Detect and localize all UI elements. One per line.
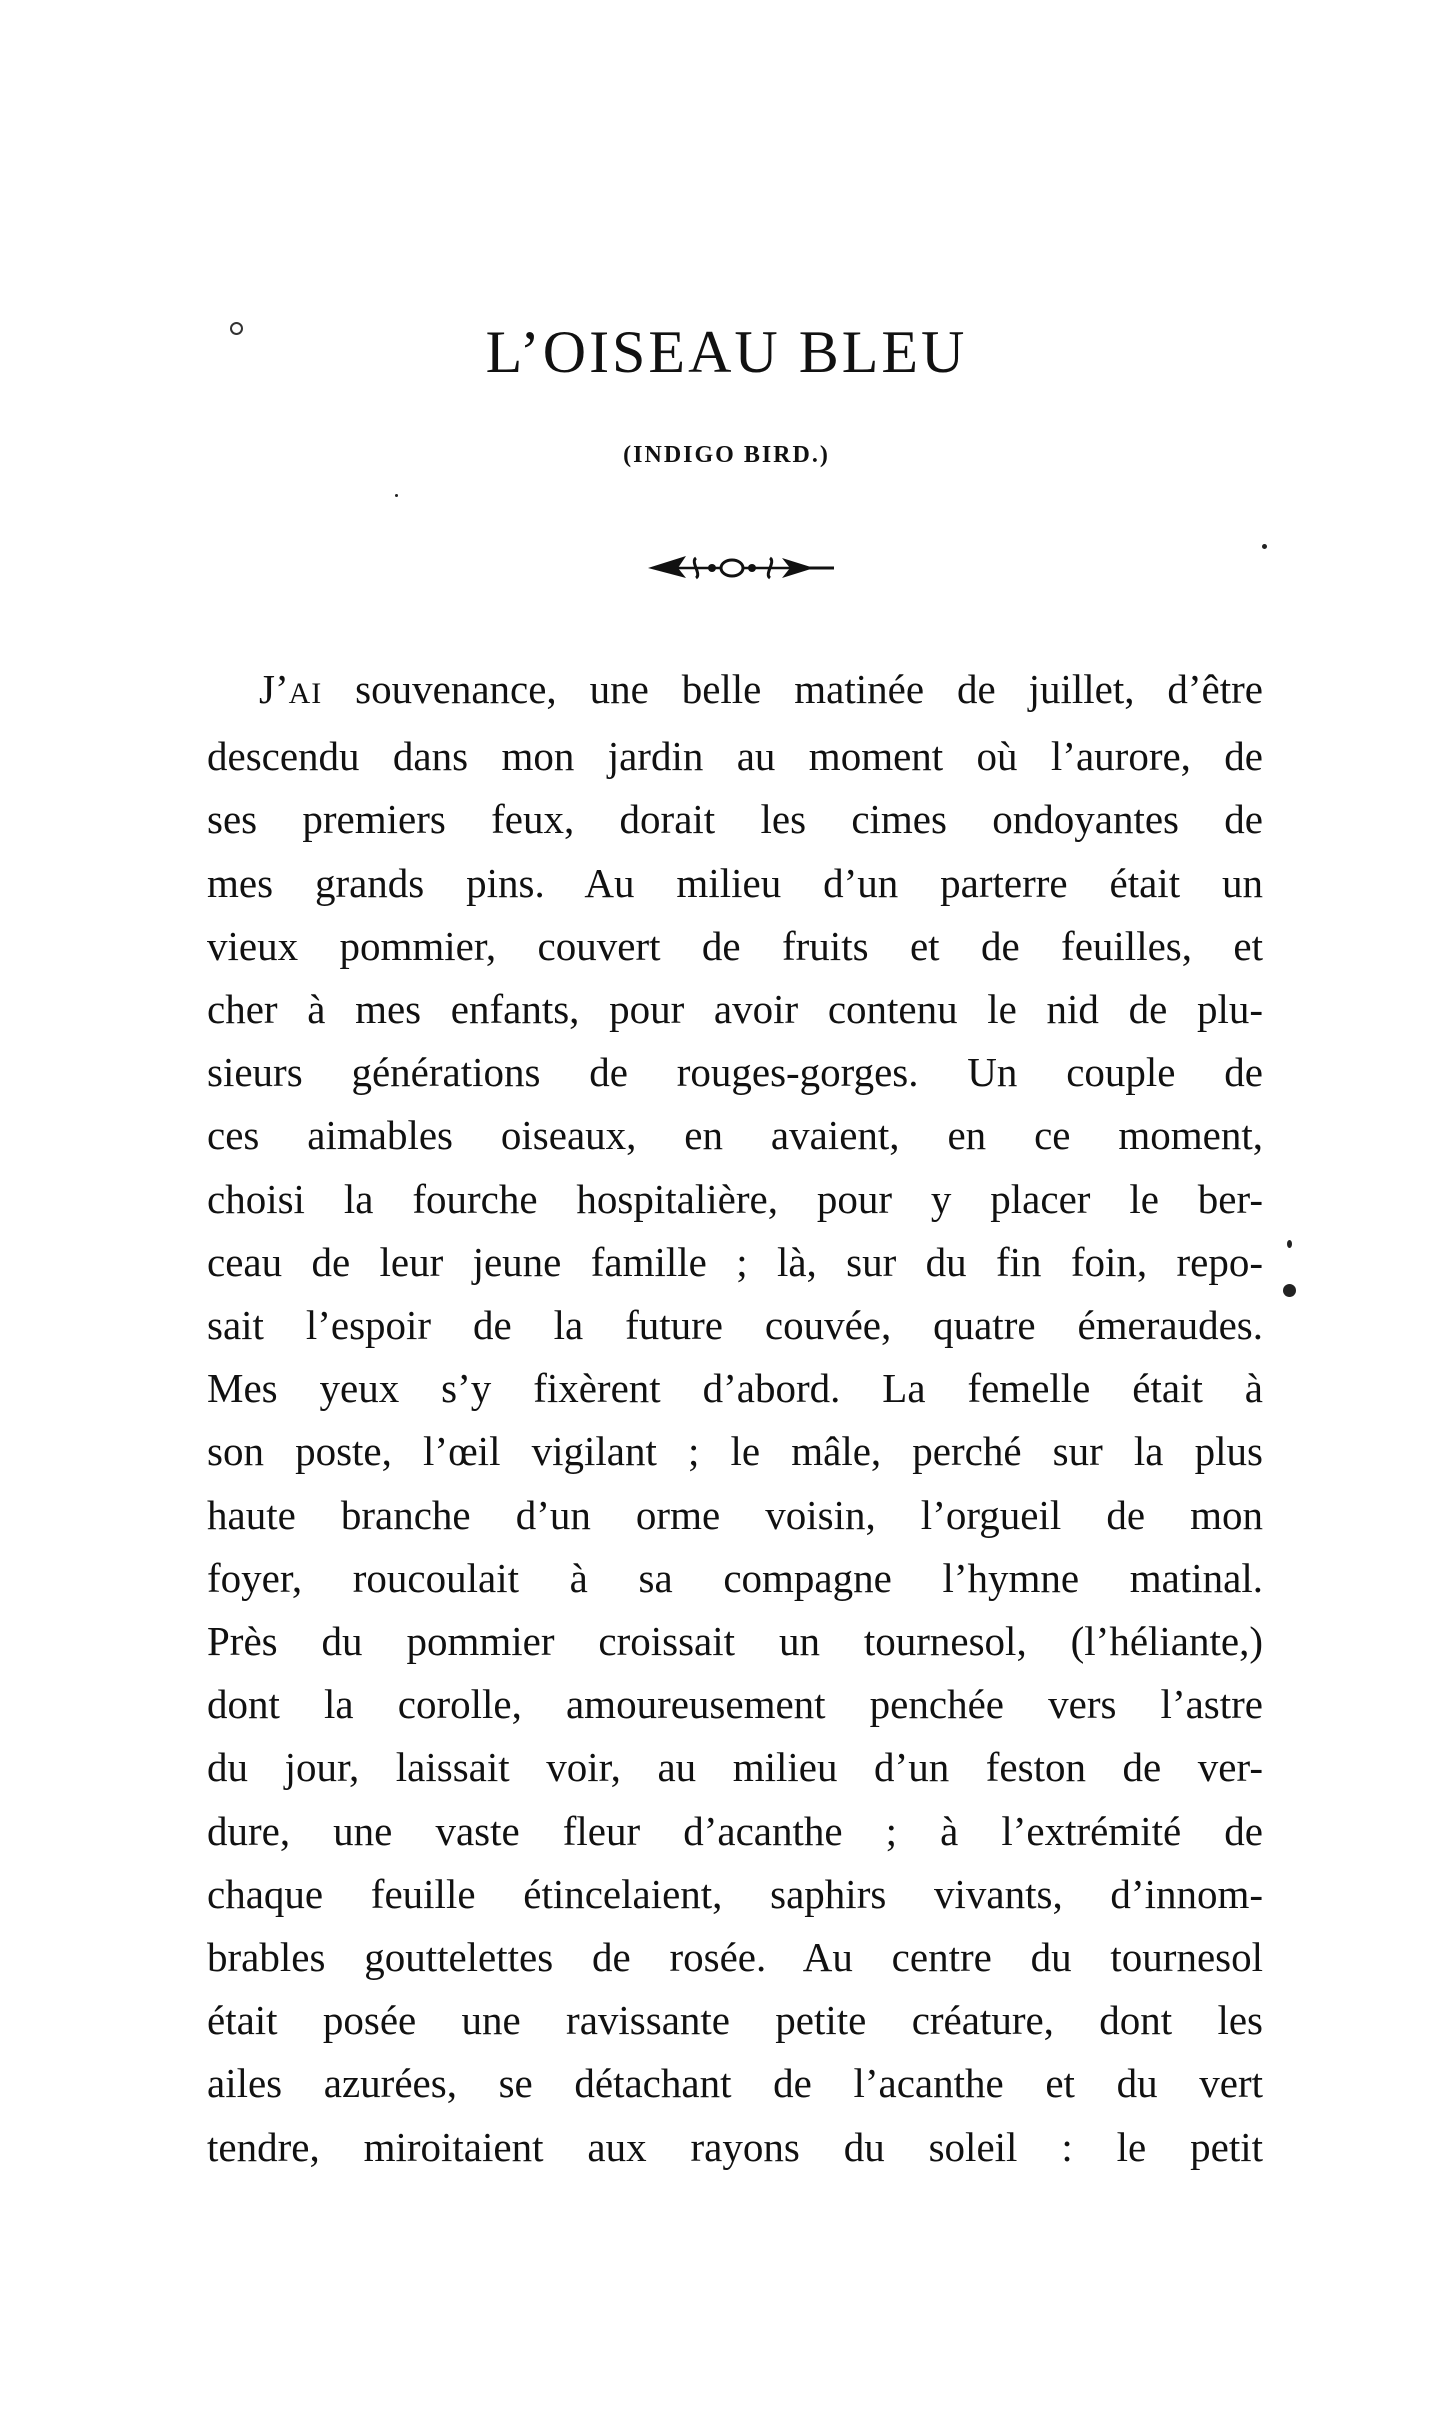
opening-letter: J’ <box>259 666 289 712</box>
text-line: Mes yeux s’y fixèrent d’abord. La femelle était à <box>207 1365 1263 1412</box>
first-line-text: souvenance, une belle matinée de juillet, d’être <box>322 666 1263 712</box>
ink-speck <box>1287 1240 1292 1248</box>
text-line: dure, une vaste fleur d’acanthe ; à l’extrémité de <box>207 1807 1263 1854</box>
text-line: tendre, miroitaient aux rayons du soleil : le petit <box>207 2123 1263 2170</box>
text-line: foyer, roucoulait à sa compagne l’hymne matinal. <box>207 1554 1263 1601</box>
ink-speck <box>1262 544 1267 549</box>
text-line: cher à mes enfants, pour avoir contenu le nid de plu- <box>207 986 1263 1033</box>
body-paragraph <box>207 658 1263 2179</box>
text-line: était posée une ravissante petite créature, dont les <box>207 1997 1263 2044</box>
ink-speck <box>1283 1284 1296 1297</box>
chapter-subtitle: (INDIGO BIRD.) <box>623 442 830 468</box>
text-line: ses premiers feux, dorait les cimes ondoyantes de <box>207 796 1263 843</box>
text-line: haute branche d’un orme voisin, l’orgueil de mon <box>207 1491 1263 1538</box>
text-line: ceau de leur jeune famille ; là, sur du fin foin, repo- <box>207 1238 1263 1285</box>
text-line: du jour, laissait voir, au milieu d’un feston de ver- <box>207 1744 1263 1791</box>
ink-speck <box>395 494 398 497</box>
text-line: son poste, l’œil vigilant ; le mâle, perché sur la plus <box>207 1428 1263 1475</box>
chapter-title: L’OISEAU BLEU <box>485 319 968 385</box>
opening-small-caps: AI <box>288 677 323 710</box>
text-line: brables gouttelettes de rosée. Au centre du tournesol <box>207 1934 1263 1981</box>
text-line: choisi la fourche hospitalière, pour y placer le ber- <box>207 1175 1263 1222</box>
text-line <box>207 658 1263 725</box>
text-line: sieurs générations de rouges-gorges. Un couple de <box>207 1049 1263 1096</box>
text-line: sait l’espoir de la future couvée, quatre émeraudes. <box>207 1302 1263 1349</box>
text-line: vieux pommier, couvert de fruits et de feuilles, et <box>207 922 1263 969</box>
ornament-divider-icon <box>646 548 836 584</box>
text-line: descendu dans mon jardin au moment où l’aurore, de <box>207 733 1263 780</box>
text-line: dont la corolle, amoureusement penchée vers l’astre <box>207 1681 1263 1728</box>
text-line: Près du pommier croissait un tournesol, (l’héliante,) <box>207 1618 1263 1665</box>
text-line: mes grands pins. Au milieu d’un parterre était un <box>207 859 1263 906</box>
text-line: chaque feuille étincelaient, saphirs vivants, d’innom- <box>207 1870 1263 1917</box>
text-line: ailes azurées, se détachant de l’acanthe et du vert <box>207 2060 1263 2107</box>
text-line: ces aimables oiseaux, en avaient, en ce moment, <box>207 1112 1263 1159</box>
